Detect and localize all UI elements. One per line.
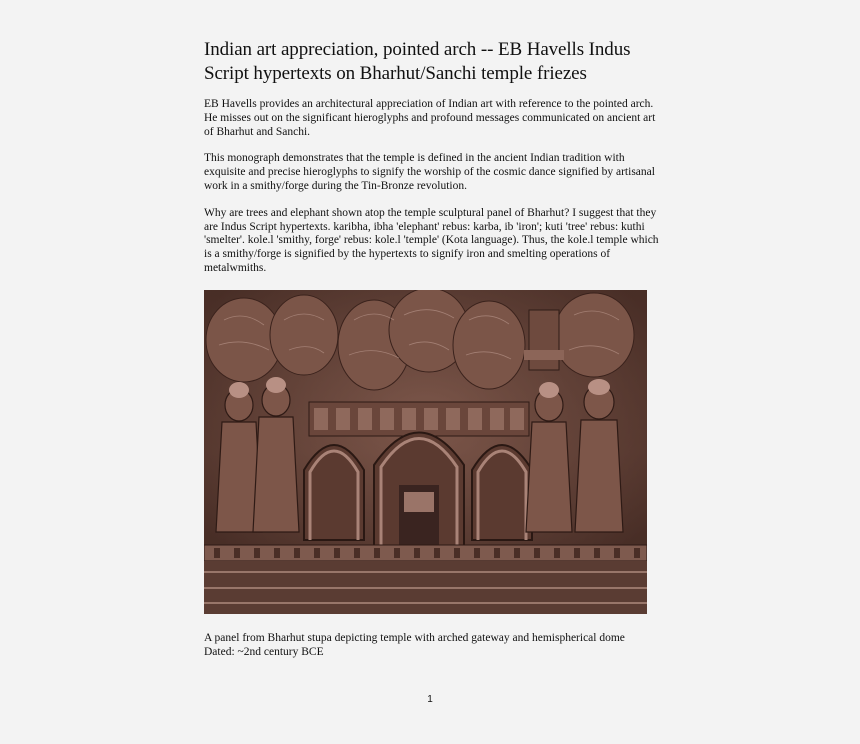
bharhut-panel-image xyxy=(204,290,647,614)
figure-caption xyxy=(204,631,662,659)
document-body xyxy=(204,38,662,289)
caption-line-2: Dated: ~2nd century BCE xyxy=(204,646,324,658)
paragraph-1: EB Havells provides an architectural appreciation of Indian art with reference to the pointed arch. He misses out on the significant hieroglyphs and profound messages communicated on ancient art of Bharhut and Sanchi. xyxy=(204,98,656,138)
paragraph-3: Why are trees and elephant shown atop the temple sculptural panel of Bharhut? I suggest that they are Indus Script hypertexts. karibha, ibha 'elephant' rebus: karba, ib 'iron'; kuti 'tree' rebus: kuthi 'smelter'. kole.l 'smithy, forge' rebus: kole.l 'temple' (Kota language). Thus, the kole.l temple which is a smithy/forge is signified by the hypertexts to signify iron and smelting operations of metalwmiths. xyxy=(204,206,659,274)
caption-line-1: A panel from Bharhut stupa depicting temple with arched gateway and hemispherical dome xyxy=(204,632,625,644)
paragraph-2: This monograph demonstrates that the temple is defined in the ancient Indian tradition with exquisite and precise hieroglyphs to signify the worship of the cosmic dance signified by artisanal work in a smithy/forge during the Tin-Bronze revolution. xyxy=(204,152,655,192)
document-title: Indian art appreciation, pointed arch -- EB Havells Indus Script hypertexts on Bharhut/Sanchi temple friezes xyxy=(204,39,631,84)
page-number: 1 xyxy=(427,694,433,705)
